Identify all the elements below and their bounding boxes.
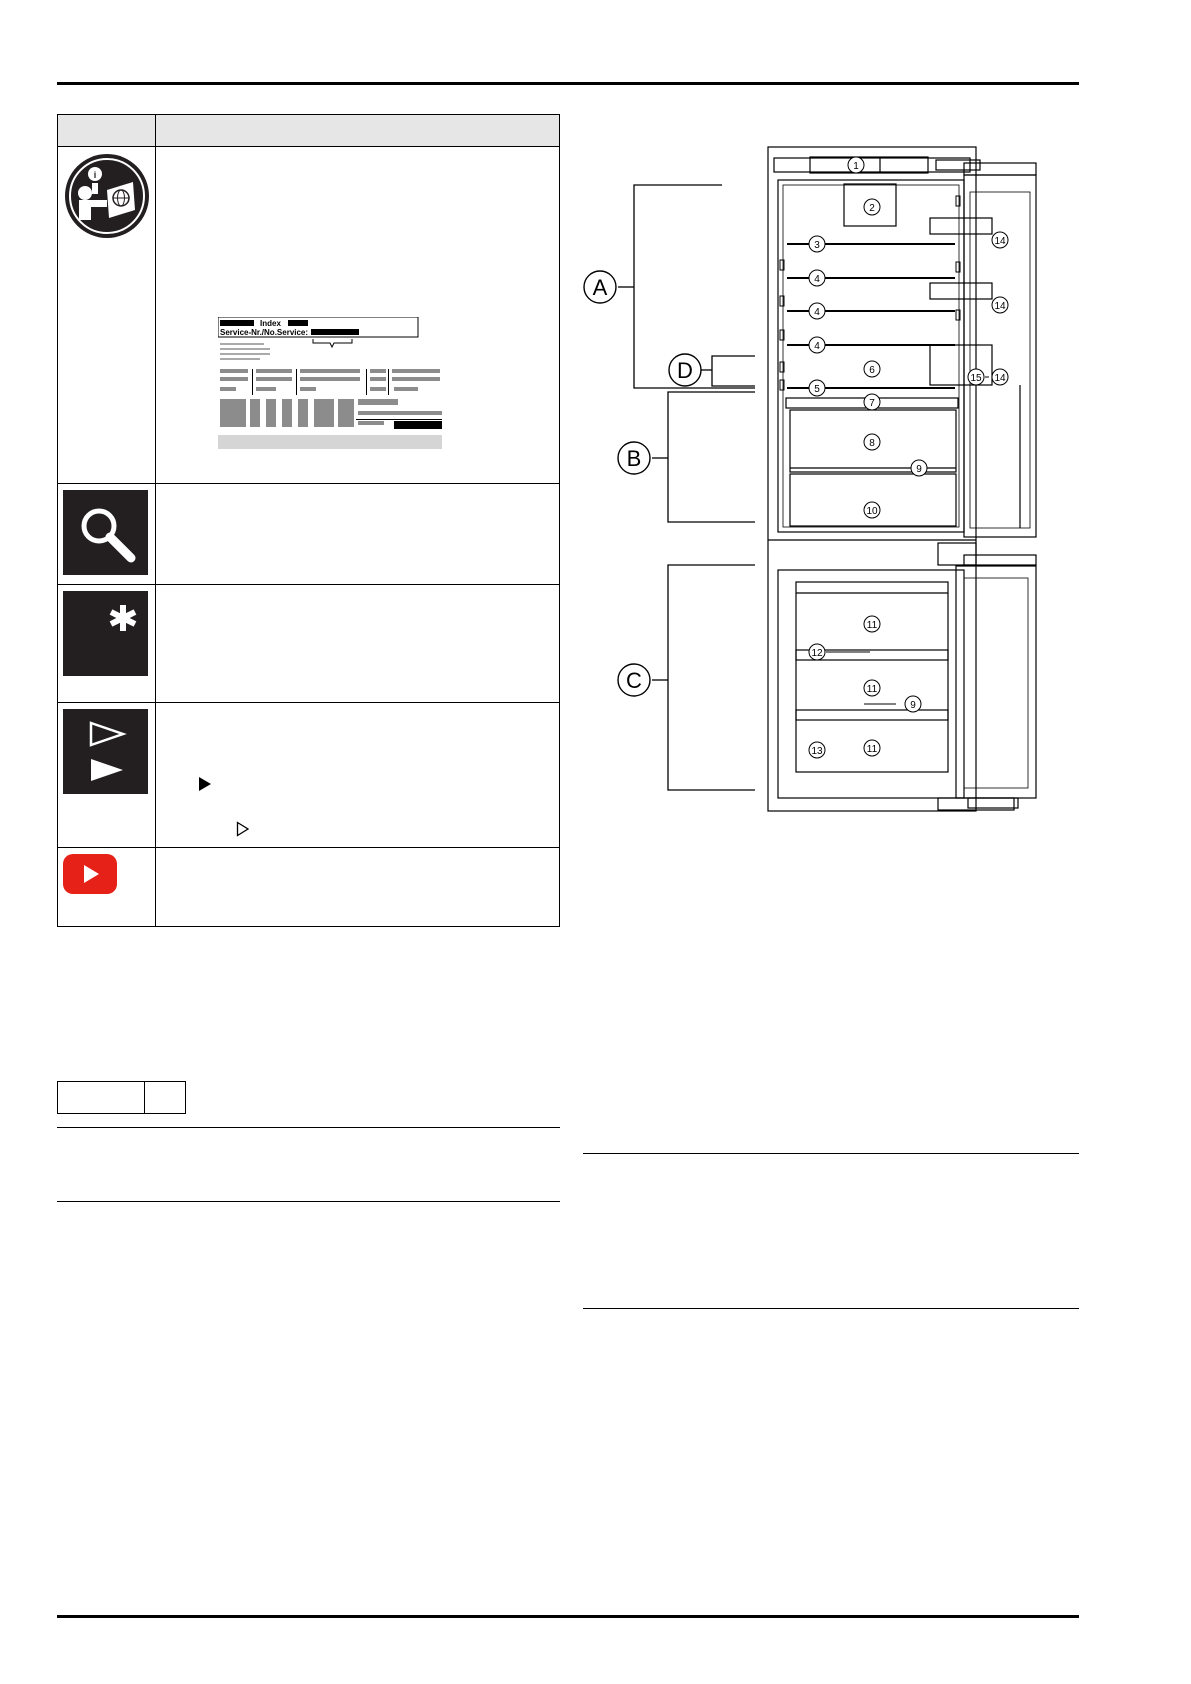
type-plate-image — [218, 317, 442, 453]
symbol-cell — [58, 703, 156, 848]
part-label-14c: 14 — [994, 373, 1006, 384]
symbol-table — [57, 114, 560, 927]
part-label-1: 1 — [853, 161, 859, 172]
svg-text:i: i — [93, 170, 97, 180]
part-label-14b: 14 — [994, 301, 1006, 312]
symbol-cell — [58, 484, 156, 585]
info-manual-icon — [63, 152, 151, 240]
part-label-9a: 9 — [916, 464, 922, 475]
table-row — [58, 848, 560, 927]
section-rule — [583, 1153, 1079, 1154]
zone-d-label: D — [677, 358, 693, 383]
section-rule — [583, 1308, 1079, 1309]
type-plate-service-label: Service-Nr./No.Service: — [220, 328, 309, 337]
zone-a-label: A — [592, 275, 608, 300]
part-label-14a: 14 — [994, 236, 1006, 247]
part-label-4c: 4 — [814, 341, 820, 352]
explanation-cell — [156, 585, 560, 703]
part-label-4b: 4 — [814, 307, 820, 318]
mini-table-cell — [145, 1082, 186, 1114]
table-row — [58, 585, 560, 703]
part-label-2: 2 — [869, 203, 875, 214]
part-label-7: 7 — [869, 398, 875, 409]
explanation-cell — [156, 703, 560, 848]
result-step-icon — [236, 821, 250, 837]
part-label-9b: 9 — [910, 700, 916, 711]
table-row — [58, 484, 560, 585]
part-label-13: 13 — [811, 746, 823, 757]
youtube-icon[interactable] — [63, 854, 117, 894]
part-label-3: 3 — [814, 240, 820, 251]
bottom-rule — [57, 1615, 1079, 1618]
explanation-cell — [156, 147, 560, 484]
appliance-diagram — [560, 130, 1060, 830]
table-header-cell-symbol — [58, 115, 156, 147]
part-label-12: 12 — [811, 648, 823, 659]
zone-c-label: C — [626, 668, 642, 693]
table-row — [58, 147, 560, 484]
action-step-icon — [198, 776, 212, 792]
part-label-15: 15 — [970, 373, 982, 384]
table-header-cell-explanation — [156, 115, 560, 147]
explanation-cell — [156, 848, 560, 927]
table-row — [58, 703, 560, 848]
part-label-11b: 11 — [866, 684, 878, 695]
symbol-cell — [58, 848, 156, 927]
mini-table-row — [58, 1082, 186, 1114]
part-label-5: 5 — [814, 384, 820, 395]
symbol-cell — [58, 147, 156, 484]
table-header-row — [58, 115, 560, 147]
part-label-11a: 11 — [866, 620, 878, 631]
section-rule — [57, 1201, 560, 1202]
explanation-cell — [156, 484, 560, 585]
part-label-8: 8 — [869, 438, 875, 449]
triangle-arrows-icon — [63, 709, 148, 794]
part-label-6: 6 — [869, 365, 875, 376]
section-rule — [57, 1127, 560, 1128]
top-rule — [57, 82, 1079, 85]
mini-table — [57, 1081, 186, 1114]
part-label-11c: 11 — [866, 744, 878, 755]
asterisk-icon — [63, 591, 148, 676]
mini-table-cell — [58, 1082, 145, 1114]
zone-b-label: B — [626, 446, 642, 471]
symbol-cell — [58, 585, 156, 703]
part-label-4a: 4 — [814, 274, 820, 285]
magnifier-icon — [63, 490, 148, 575]
part-label-10: 10 — [866, 506, 878, 517]
type-plate-index-label: Index — [260, 319, 281, 328]
